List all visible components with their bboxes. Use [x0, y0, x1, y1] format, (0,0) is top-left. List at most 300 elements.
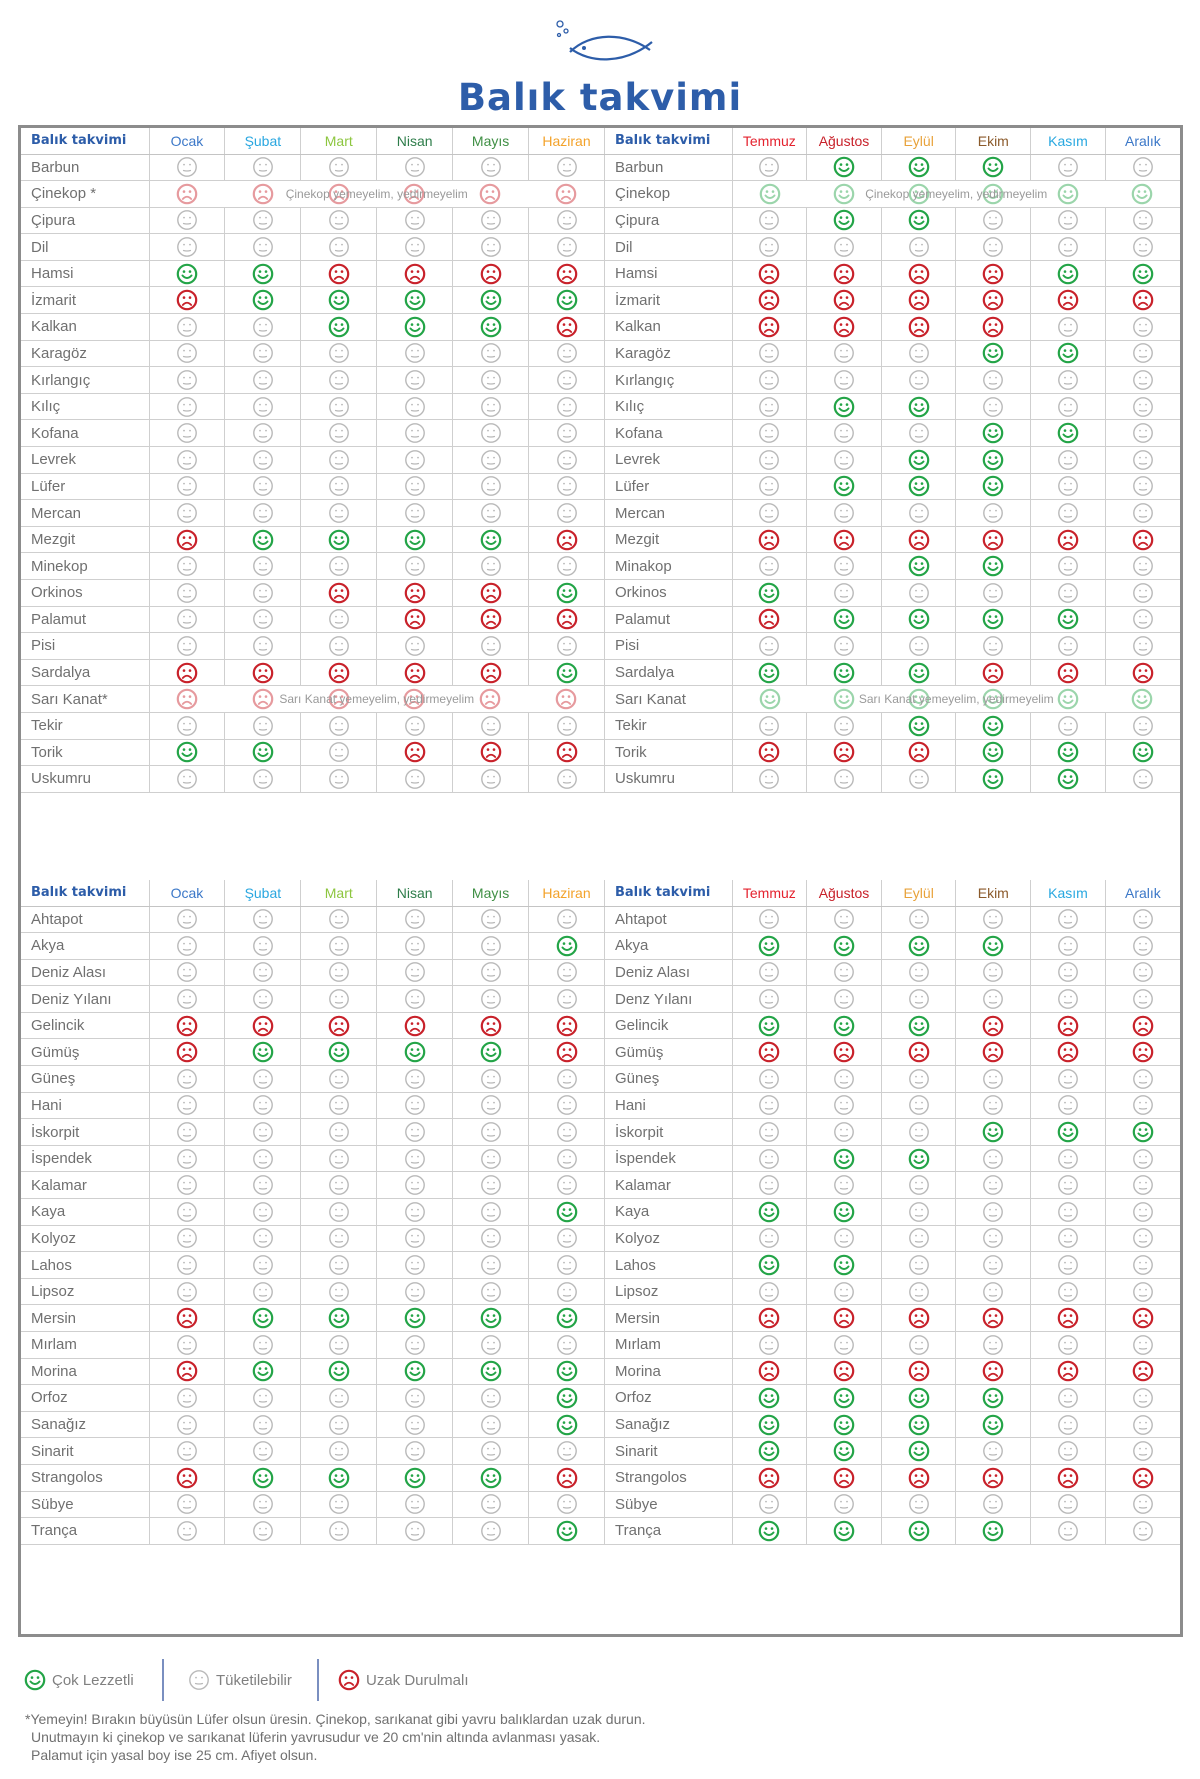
neutral-face-icon [1132, 502, 1154, 524]
neutral-face-icon [252, 988, 274, 1010]
rating-cell [301, 207, 377, 234]
neutral-face-icon [1057, 236, 1079, 258]
rating-cell [377, 1199, 453, 1226]
rating-cell [377, 1491, 453, 1518]
neutral-face-icon [1132, 369, 1154, 391]
rating-cell [1105, 287, 1180, 314]
rating-cell [1105, 1199, 1180, 1226]
rating-cell [881, 1039, 956, 1066]
footnote [25, 1710, 1175, 1764]
happy-face-icon [833, 1015, 855, 1037]
table-header-label: Balık takvimi [21, 880, 149, 906]
rating-cell [529, 234, 605, 261]
month-header: Ekim [956, 128, 1031, 154]
neutral-face-icon [328, 1201, 350, 1223]
table-row [21, 260, 605, 287]
rating-cell [377, 906, 453, 933]
neutral-face-icon [480, 715, 502, 737]
fish-name: Strangolos [605, 1464, 732, 1491]
sad-face-icon [252, 1015, 274, 1037]
neutral-face-icon [480, 935, 502, 957]
rating-cell [732, 1039, 807, 1066]
neutral-face-icon [404, 555, 426, 577]
happy-face-icon [404, 1041, 426, 1063]
rating-cell [956, 1039, 1031, 1066]
neutral-face-icon [404, 1254, 426, 1276]
neutral-face-icon [252, 502, 274, 524]
fish-name: Gümüş [21, 1039, 149, 1066]
rating-cell [225, 712, 301, 739]
neutral-face-icon [328, 156, 350, 178]
rating-cell [149, 526, 225, 553]
rating-cell [881, 1518, 956, 1545]
rating-cell [301, 739, 377, 766]
sad-face-icon [1057, 1467, 1079, 1489]
fish-name: İspendek [605, 1145, 732, 1172]
sad-face-icon [982, 289, 1004, 311]
footnote-line: *Yemeyin! Bırakın büyüsün Lüfer olsun üresin. Çinekop, sarıkanat gibi yavru balıklardan uzak durun. [25, 1711, 646, 1727]
sad-face-icon [556, 741, 578, 763]
rating-cell [1105, 207, 1180, 234]
neutral-face-icon [833, 1334, 855, 1356]
fish-name: Akya [605, 933, 732, 960]
neutral-face-icon [1132, 582, 1154, 604]
neutral-face-icon [252, 908, 274, 930]
rating-cell [225, 959, 301, 986]
rating-cell [1105, 1225, 1180, 1252]
rating-cell [301, 340, 377, 367]
sad-face-icon [833, 1467, 855, 1489]
fish-name: Barbun [605, 154, 732, 181]
rating-cell [377, 1252, 453, 1279]
neutral-face-icon [252, 1121, 274, 1143]
neutral-face-icon [556, 961, 578, 983]
sad-face-icon [758, 1467, 780, 1489]
rating-cell [225, 340, 301, 367]
rating-cell [453, 154, 529, 181]
neutral-face-icon [982, 582, 1004, 604]
rating-cell [225, 314, 301, 341]
rating-cell [807, 959, 882, 986]
rating-cell [881, 1252, 956, 1279]
sad-face-icon [758, 289, 780, 311]
neutral-face-icon [982, 1440, 1004, 1462]
neutral-face-icon [982, 396, 1004, 418]
rating-cell [529, 1145, 605, 1172]
sad-face-icon [908, 263, 930, 285]
rating-cell [732, 1145, 807, 1172]
fish-name: Orkinos [605, 580, 732, 607]
neutral-face-icon [1132, 1493, 1154, 1515]
rating-cell [732, 553, 807, 580]
neutral-face-icon [556, 768, 578, 790]
month-header: Haziran [529, 880, 605, 906]
rating-cell [301, 1518, 377, 1545]
neutral-face-icon [480, 369, 502, 391]
rating-cell [453, 1092, 529, 1119]
rating-cell [149, 287, 225, 314]
rating-cell [529, 526, 605, 553]
neutral-face-icon [758, 768, 780, 790]
neutral-face-icon [252, 1227, 274, 1249]
rating-cell [807, 1145, 882, 1172]
sad-face-icon [758, 316, 780, 338]
rating-cell [453, 1039, 529, 1066]
rating-cell [732, 287, 807, 314]
sad-face-icon [833, 1041, 855, 1063]
rating-cell [807, 712, 882, 739]
rating-cell [225, 1411, 301, 1438]
happy-face-icon [1132, 263, 1154, 285]
neutral-face-icon [176, 1227, 198, 1249]
juvenile-warning-note: Sarı Kanat yemeyelim, yedirmeyelim [279, 692, 475, 707]
neutral-face-icon [982, 1201, 1004, 1223]
rating-cell [529, 500, 605, 527]
neutral-face-icon [176, 768, 198, 790]
neutral-face-icon [404, 475, 426, 497]
rating-cell [732, 580, 807, 607]
neutral-face-icon [556, 396, 578, 418]
neutral-face-icon [328, 1227, 350, 1249]
rating-cell [807, 1092, 882, 1119]
neutral-face-icon [480, 1414, 502, 1436]
rating-cell [1031, 447, 1106, 474]
neutral-face-icon [404, 1201, 426, 1223]
neutral-face-icon [480, 1387, 502, 1409]
rating-cell [1031, 766, 1106, 793]
happy-face-icon [480, 1041, 502, 1063]
rating-cell [301, 287, 377, 314]
happy-face-icon [908, 1148, 930, 1170]
rating-cell [956, 1332, 1031, 1359]
happy-face-icon [908, 935, 930, 957]
table-header-label: Balık takvimi [21, 128, 149, 154]
rating-cell [1031, 1305, 1106, 1332]
rating-cell [377, 1411, 453, 1438]
fish-name: Sübye [21, 1491, 149, 1518]
rating-cell [529, 420, 605, 447]
rating-cell [1031, 1092, 1106, 1119]
calendar-left-half [21, 128, 605, 1634]
neutral-face-icon [833, 582, 855, 604]
rating-cell [807, 420, 882, 447]
fish-name: Gelincik [21, 1012, 149, 1039]
neutral-face-icon [908, 369, 930, 391]
rating-cell [956, 260, 1031, 287]
rating-cell [1105, 1411, 1180, 1438]
rating-cell [149, 1252, 225, 1279]
rating-cell [301, 1092, 377, 1119]
neutral-face-icon [1057, 1520, 1079, 1542]
fish-name: Kalkan [21, 314, 149, 341]
neutral-face-icon [480, 1121, 502, 1143]
rating-cell [956, 553, 1031, 580]
table-row [21, 1305, 605, 1332]
rating-cell [225, 260, 301, 287]
sad-face-icon [982, 263, 1004, 285]
happy-face-icon [833, 1254, 855, 1276]
happy-face-icon [252, 1041, 274, 1063]
rating-cell [807, 260, 882, 287]
neutral-face-icon [758, 422, 780, 444]
sad-face-icon [1132, 1360, 1154, 1382]
juvenile-warning-cell [732, 181, 1180, 208]
neutral-face-icon [556, 555, 578, 577]
rating-cell [807, 1012, 882, 1039]
rating-cell [301, 986, 377, 1013]
happy-face-icon [982, 1414, 1004, 1436]
neutral-face-icon [404, 1334, 426, 1356]
rating-cell [453, 1518, 529, 1545]
table-row [605, 1199, 1180, 1226]
fish-name: Kılıç [21, 393, 149, 420]
rating-cell [453, 712, 529, 739]
neutral-face-icon [480, 1148, 502, 1170]
neutral-face-icon [188, 1669, 210, 1691]
happy-face-icon [404, 1360, 426, 1382]
neutral-face-icon [176, 582, 198, 604]
neutral-face-icon [556, 1227, 578, 1249]
rating-cell [453, 393, 529, 420]
fish-name: Mercan [605, 500, 732, 527]
table-row [605, 906, 1180, 933]
neutral-face-icon [1132, 396, 1154, 418]
sad-face-icon [176, 1467, 198, 1489]
neutral-face-icon [404, 988, 426, 1010]
sad-face-icon [1132, 662, 1154, 684]
rating-cell [377, 420, 453, 447]
rating-cell [881, 526, 956, 553]
happy-face-icon [252, 289, 274, 311]
rating-cell [149, 906, 225, 933]
month-header: Mart [301, 128, 377, 154]
rating-cell [881, 1385, 956, 1412]
rating-cell [732, 1066, 807, 1093]
rating-cell [149, 580, 225, 607]
fish-name: Çipura [21, 207, 149, 234]
rating-cell [732, 1119, 807, 1146]
fish-name: Kaya [21, 1199, 149, 1226]
neutral-face-icon [908, 342, 930, 364]
neutral-face-icon [556, 1281, 578, 1303]
rating-cell [807, 906, 882, 933]
month-header: Eylül [881, 128, 956, 154]
rating-cell [377, 367, 453, 394]
happy-face-icon [833, 1440, 855, 1462]
table-row [21, 686, 605, 713]
rating-cell [225, 1199, 301, 1226]
neutral-face-icon [328, 449, 350, 471]
fish-name: Sanağız [21, 1411, 149, 1438]
fish-name: Kılıç [605, 393, 732, 420]
rating-cell [529, 1438, 605, 1465]
neutral-face-icon [328, 715, 350, 737]
rating-cell [956, 633, 1031, 660]
rating-cell [301, 1305, 377, 1332]
fish-name: Karagöz [21, 340, 149, 367]
rating-cell [732, 447, 807, 474]
neutral-face-icon [480, 156, 502, 178]
rating-cell [529, 1518, 605, 1545]
happy-face-icon [556, 289, 578, 311]
neutral-face-icon [758, 236, 780, 258]
rating-cell [149, 1332, 225, 1359]
rating-cell [149, 154, 225, 181]
neutral-face-icon [404, 236, 426, 258]
sad-face-icon [982, 1041, 1004, 1063]
rating-cell [1105, 606, 1180, 633]
sad-face-icon [1132, 1041, 1154, 1063]
rating-cell [1105, 420, 1180, 447]
rating-cell [377, 606, 453, 633]
neutral-face-icon [252, 1387, 274, 1409]
sad-face-icon [480, 662, 502, 684]
neutral-face-icon [833, 236, 855, 258]
neutral-face-icon [404, 1387, 426, 1409]
month-header: Şubat [225, 128, 301, 154]
neutral-face-icon [556, 908, 578, 930]
sad-face-icon [908, 1360, 930, 1382]
sad-face-icon [1057, 1307, 1079, 1329]
neutral-face-icon [328, 1440, 350, 1462]
rating-cell [529, 340, 605, 367]
neutral-face-icon [252, 715, 274, 737]
sad-face-icon [556, 316, 578, 338]
rating-cell [881, 906, 956, 933]
rating-cell [1105, 1252, 1180, 1279]
happy-face-icon [404, 529, 426, 551]
rating-cell [732, 314, 807, 341]
rating-cell [529, 1358, 605, 1385]
neutral-face-icon [908, 1281, 930, 1303]
happy-face-icon [982, 741, 1004, 763]
rating-cell [149, 1358, 225, 1385]
happy-face-icon [908, 1015, 930, 1037]
rating-cell [529, 1305, 605, 1332]
table-row [21, 633, 605, 660]
rating-cell [732, 1252, 807, 1279]
neutral-face-icon [252, 1520, 274, 1542]
fish-name: Kırlangıç [605, 367, 732, 394]
rating-cell [301, 447, 377, 474]
neutral-face-icon [908, 1201, 930, 1223]
fish-name: Levrek [605, 447, 732, 474]
rating-cell [301, 1464, 377, 1491]
rating-cell [732, 1012, 807, 1039]
fish-name: Kolyoz [605, 1225, 732, 1252]
rating-cell [225, 1518, 301, 1545]
neutral-face-icon [556, 635, 578, 657]
neutral-face-icon [480, 1281, 502, 1303]
neutral-face-icon [833, 1094, 855, 1116]
sad-face-icon [833, 289, 855, 311]
neutral-face-icon [404, 908, 426, 930]
neutral-face-icon [404, 1174, 426, 1196]
rating-cell [956, 933, 1031, 960]
fish-name: Kofana [605, 420, 732, 447]
rating-cell [956, 766, 1031, 793]
fish-name: Uskumru [21, 766, 149, 793]
table-header-row [605, 128, 1180, 154]
neutral-face-icon [982, 369, 1004, 391]
rating-cell [453, 1225, 529, 1252]
happy-face-icon [176, 263, 198, 285]
neutral-face-icon [833, 342, 855, 364]
neutral-face-icon [480, 961, 502, 983]
neutral-face-icon [176, 1493, 198, 1515]
neutral-face-icon [404, 396, 426, 418]
neutral-face-icon [176, 961, 198, 983]
rating-cell [881, 393, 956, 420]
rating-cell [225, 1092, 301, 1119]
neutral-face-icon [1057, 369, 1079, 391]
rating-cell [301, 1358, 377, 1385]
rating-cell [956, 1119, 1031, 1146]
table-row [605, 1491, 1180, 1518]
rating-cell [881, 500, 956, 527]
table-row [605, 1119, 1180, 1146]
neutral-face-icon [176, 316, 198, 338]
rating-cell [149, 1438, 225, 1465]
rating-cell [881, 1332, 956, 1359]
neutral-face-icon [328, 422, 350, 444]
rating-cell [529, 986, 605, 1013]
neutral-face-icon [480, 1334, 502, 1356]
neutral-face-icon [176, 449, 198, 471]
table-row [21, 1438, 605, 1465]
neutral-face-icon [252, 396, 274, 418]
neutral-face-icon [252, 422, 274, 444]
fish-name: Lipsoz [21, 1278, 149, 1305]
rating-cell [881, 659, 956, 686]
fish-name: Ahtapot [21, 906, 149, 933]
table-row [605, 1225, 1180, 1252]
rating-cell [1031, 1039, 1106, 1066]
rating-cell [1105, 1305, 1180, 1332]
neutral-face-icon [480, 1201, 502, 1223]
rating-cell [377, 500, 453, 527]
neutral-face-icon [1132, 555, 1154, 577]
fish-name: Barbun [21, 154, 149, 181]
fish-name: Hani [605, 1092, 732, 1119]
rating-cell [225, 580, 301, 607]
sad-face-icon [982, 316, 1004, 338]
table-row [21, 1278, 605, 1305]
rating-cell [225, 933, 301, 960]
rating-cell [881, 287, 956, 314]
rating-cell [301, 1012, 377, 1039]
table-row [21, 1066, 605, 1093]
happy-face-icon [908, 1387, 930, 1409]
happy-face-icon [1057, 263, 1079, 285]
rating-cell [377, 580, 453, 607]
sad-face-icon [758, 529, 780, 551]
rating-cell [529, 1411, 605, 1438]
neutral-face-icon [480, 988, 502, 1010]
rating-cell [529, 1092, 605, 1119]
neutral-face-icon [556, 369, 578, 391]
neutral-face-icon [252, 369, 274, 391]
rating-cell [529, 766, 605, 793]
happy-face-icon [758, 662, 780, 684]
table-row [605, 1252, 1180, 1279]
table-row [21, 234, 605, 261]
rating-cell [956, 580, 1031, 607]
month-header: Ağustos [807, 128, 882, 154]
rating-cell [1105, 766, 1180, 793]
fish-name: Gelincik [605, 1012, 732, 1039]
sad-face-icon [758, 608, 780, 630]
